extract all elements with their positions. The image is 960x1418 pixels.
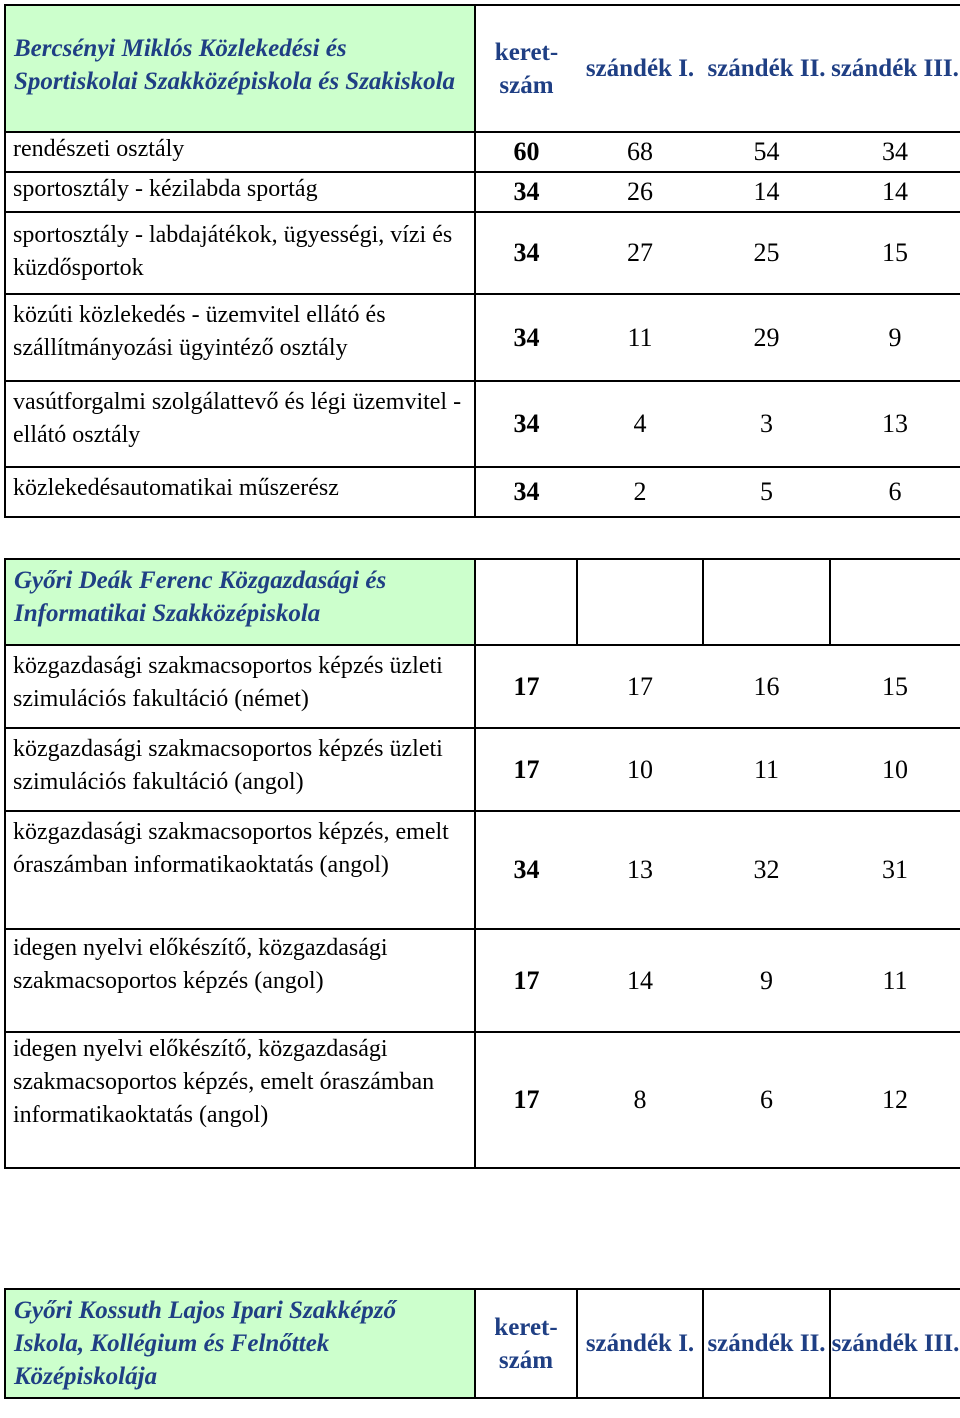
choice-3-value: 6	[830, 467, 960, 517]
choice-2-value: 9	[703, 929, 830, 1032]
frame-value: 17	[475, 929, 577, 1032]
table-row	[5, 728, 960, 811]
choice-2-value: 25	[703, 212, 830, 294]
choice-1-value: 14	[577, 929, 703, 1032]
choice-3-value: 34	[830, 132, 960, 172]
frame-value: 34	[475, 467, 577, 517]
choice-3-value: 14	[830, 172, 960, 212]
header-choice-3: szándék III.	[830, 5, 960, 132]
choice-2-value: 16	[703, 645, 830, 728]
frame-value: 17	[475, 728, 577, 811]
header-frame: keret-szám	[475, 1289, 577, 1398]
row-label: idegen nyelvi előkészítő, közgazdasági szakmacsoportos képzés, emelt óraszámban informatikaoktatás (angol)	[5, 1032, 475, 1168]
frame-value: 34	[475, 294, 577, 381]
frame-value: 34	[475, 811, 577, 929]
table-row	[5, 172, 960, 212]
row-label: idegen nyelvi előkészítő, közgazdasági szakmacsoportos képzés (angol)	[5, 929, 475, 1032]
row-label: közgazdasági szakmacsoportos képzés, emelt óraszámban informatikaoktatás (angol)	[5, 811, 475, 929]
frame-value: 60	[475, 132, 577, 172]
choice-1-value: 26	[577, 172, 703, 212]
choice-1-value: 68	[577, 132, 703, 172]
header-choice-1: szándék I.	[577, 1289, 703, 1398]
row-label: rendészeti osztály	[5, 132, 475, 172]
table-row	[5, 294, 960, 381]
choice-2-value: 3	[703, 381, 830, 467]
table-row	[5, 1032, 960, 1168]
row-label: sportosztály - labdajátékok, ügyességi, vízi és küzdősportok	[5, 212, 475, 294]
choice-2-value: 6	[703, 1032, 830, 1168]
school-name: Győri Deák Ferenc Közgazdasági és Informatikai Szakközépiskola	[5, 559, 475, 645]
header-empty-cell	[703, 559, 830, 645]
row-label: közgazdasági szakmacsoportos képzés üzleti szimulációs fakultáció (német)	[5, 645, 475, 728]
table-header-row	[5, 5, 960, 132]
choice-2-value: 32	[703, 811, 830, 929]
choice-3-value: 15	[830, 645, 960, 728]
header-empty-cell	[830, 559, 960, 645]
table-row	[5, 811, 960, 929]
header-choice-2: szándék II.	[703, 5, 830, 132]
choice-2-value: 14	[703, 172, 830, 212]
table-kossuth	[4, 1288, 960, 1399]
header-frame: keret-szám	[475, 5, 577, 132]
header-empty-cell	[577, 559, 703, 645]
choice-2-value: 11	[703, 728, 830, 811]
school-name: Bercsényi Miklós Közlekedési és Sportiskolai Szakközépiskola és Szakiskola	[5, 5, 475, 132]
choice-1-value: 27	[577, 212, 703, 294]
choice-3-value: 13	[830, 381, 960, 467]
choice-1-value: 13	[577, 811, 703, 929]
table-header-row	[5, 1289, 960, 1398]
table-row	[5, 381, 960, 467]
choice-3-value: 15	[830, 212, 960, 294]
choice-1-value: 8	[577, 1032, 703, 1168]
table-row	[5, 132, 960, 172]
choice-2-value: 5	[703, 467, 830, 517]
table-header-row	[5, 559, 960, 645]
row-label: közúti közlekedés - üzemvitel ellátó és szállítmányozási ügyintéző osztály	[5, 294, 475, 381]
choice-3-value: 12	[830, 1032, 960, 1168]
row-label: sportosztály - kézilabda sportág	[5, 172, 475, 212]
frame-value: 34	[475, 172, 577, 212]
frame-value: 17	[475, 645, 577, 728]
table-row	[5, 645, 960, 728]
header-choice-2: szándék II.	[703, 1289, 830, 1398]
school-name: Győri Kossuth Lajos Ipari Szakképző Iskola, Kollégium és Felnőttek Középiskolája	[5, 1289, 475, 1398]
choice-2-value: 54	[703, 132, 830, 172]
table-row	[5, 929, 960, 1032]
choice-3-value: 11	[830, 929, 960, 1032]
frame-value: 34	[475, 212, 577, 294]
row-label: közgazdasági szakmacsoportos képzés üzleti szimulációs fakultáció (angol)	[5, 728, 475, 811]
choice-1-value: 17	[577, 645, 703, 728]
table-row	[5, 467, 960, 517]
frame-value: 34	[475, 381, 577, 467]
choice-3-value: 10	[830, 728, 960, 811]
row-label: vasútforgalmi szolgálattevő és légi üzemvitel - ellátó osztály	[5, 381, 475, 467]
choice-1-value: 2	[577, 467, 703, 517]
choice-1-value: 4	[577, 381, 703, 467]
header-empty-cell	[475, 559, 577, 645]
table-bercsenyi	[4, 4, 960, 518]
header-choice-3: szándék III.	[830, 1289, 960, 1398]
row-label: közlekedésautomatikai műszerész	[5, 467, 475, 517]
choice-3-value: 31	[830, 811, 960, 929]
choice-2-value: 29	[703, 294, 830, 381]
header-choice-1: szándék I.	[577, 5, 703, 132]
frame-value: 17	[475, 1032, 577, 1168]
table-deak	[4, 558, 960, 1169]
table-row	[5, 212, 960, 294]
choice-3-value: 9	[830, 294, 960, 381]
choice-1-value: 11	[577, 294, 703, 381]
choice-1-value: 10	[577, 728, 703, 811]
